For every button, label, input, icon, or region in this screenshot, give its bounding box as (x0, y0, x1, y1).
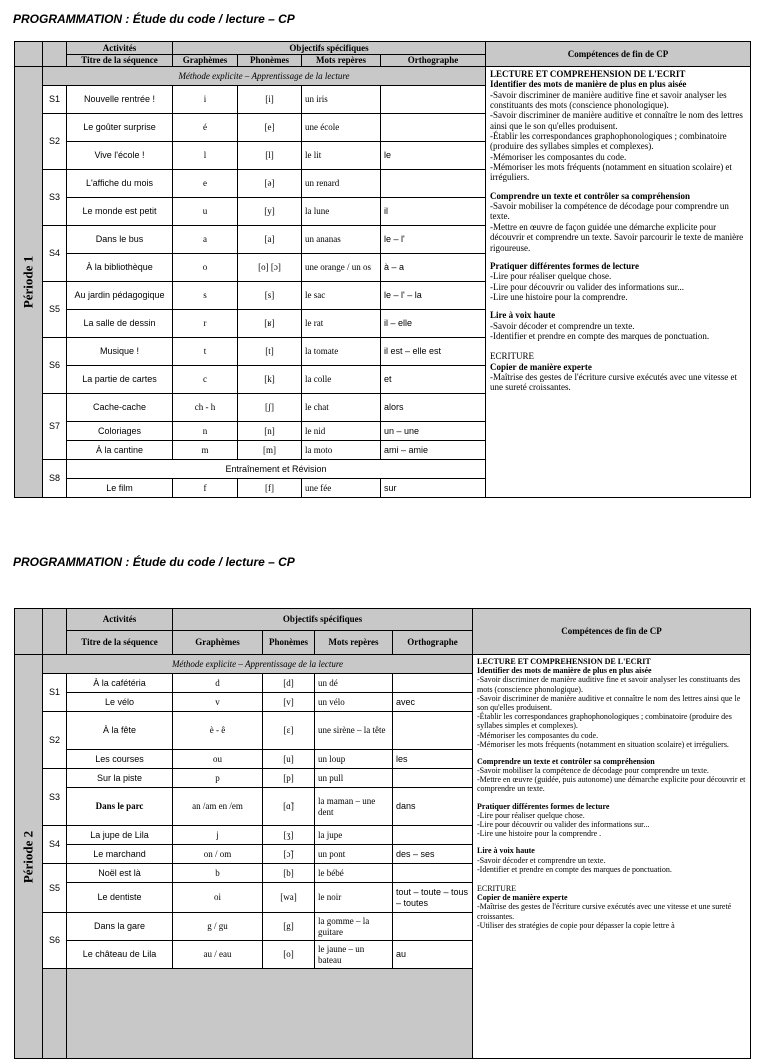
comp-item: -Lire pour découvrir ou valider des informations sur... (490, 281, 684, 292)
header-mots-reperes: Mots repères (302, 55, 381, 67)
grapheme: r (173, 310, 238, 338)
sequence-title: Le monde est petit (67, 198, 173, 226)
orthographe (393, 913, 473, 941)
sequence-title: À la fête (67, 712, 173, 750)
mot-repere: un pull (315, 769, 393, 788)
orthographe: les (393, 750, 473, 769)
orthographe (393, 864, 473, 883)
session-label: S8 (43, 460, 67, 498)
header-phonemes: Phonèmes (238, 55, 302, 67)
page-title-2: PROGRAMMATION : Étude du code / lecture – CP (13, 555, 295, 569)
session-label: S6 (43, 913, 67, 969)
orthographe: et (381, 366, 486, 394)
comp-subheading: Identifier des mots de manière de plus en plus aisée (490, 79, 687, 90)
mot-repere: un ananas (302, 226, 381, 254)
sequence-title: Cache-cache (67, 394, 173, 422)
grapheme: a (173, 226, 238, 254)
orthographe (381, 170, 486, 198)
header-orthographe: Orthographe (393, 631, 473, 655)
session-label: S5 (43, 282, 67, 338)
grapheme: b (173, 864, 263, 883)
session-label: S4 (43, 226, 67, 282)
header-blank (15, 609, 43, 655)
mot-repere: un renard (302, 170, 381, 198)
comp-item: -Établir les correspondances graphophonologiques ; combinatoire (produire des syllabes simples et complexes). (477, 712, 732, 731)
periode-label-cell (15, 67, 43, 498)
sequence-title: Le goûter surprise (67, 114, 173, 142)
comp-heading: Pratiquer différentes formes de lecture (490, 260, 639, 271)
header-objectifs: Objectifs spécifiques (173, 609, 473, 631)
header-competences: Compétences de fin de CP (473, 609, 751, 655)
mot-repere: une sirène – la tête (315, 712, 393, 750)
empty-cell (43, 969, 67, 1059)
phoneme: [ɛ] (263, 712, 315, 750)
comp-item: -Savoir décoder et comprendre un texte. (490, 320, 635, 331)
sequence-title: Le vélo (67, 693, 173, 712)
grapheme: c (173, 366, 238, 394)
orthographe: un – une (381, 422, 486, 441)
mot-repere: le nid (302, 422, 381, 441)
phoneme: [b] (263, 864, 315, 883)
orthographe (393, 826, 473, 845)
header-phonemes: Phonèmes (263, 631, 315, 655)
phoneme: [ɑ̃] (263, 788, 315, 826)
comp-subheading: Copier de manière experte (490, 361, 592, 372)
mot-repere: un iris (302, 86, 381, 114)
sequence-title: Le marchand (67, 845, 173, 864)
comp-item: -Maîtrise des gestes de l'écriture cursive exécutés avec une vitesse et une sureté croissantes. (490, 371, 738, 393)
orthographe: il est – elle est (381, 338, 486, 366)
orthographe: avec (393, 693, 473, 712)
phoneme: [f] (238, 479, 302, 498)
comp-heading: ECRITURE (490, 351, 534, 362)
mot-repere: la gomme – la guitare (315, 913, 393, 941)
orthographe: le (381, 142, 486, 170)
comp-item: -Lire pour découvrir ou valider des informations sur... (477, 820, 650, 829)
periode-label-cell (15, 655, 43, 1059)
banner-methode: Méthode explicite – Apprentissage de la lecture (43, 655, 473, 674)
sequence-title: La salle de dessin (67, 310, 173, 338)
grapheme: e (173, 170, 238, 198)
mot-repere: le noir (315, 883, 393, 913)
sequence-title: Sur la piste (67, 769, 173, 788)
orthographe: le – l' (381, 226, 486, 254)
comp-item: -Maîtrise des gestes de l'écriture cursive exécutés avec une vitesse et une sureté croissantes. (477, 902, 732, 921)
orthographe: il (381, 198, 486, 226)
header-objectifs: Objectifs spécifiques (173, 42, 486, 55)
session-label: S2 (43, 712, 67, 769)
orthographe (381, 86, 486, 114)
mot-repere: le chat (302, 394, 381, 422)
comp-item: -Savoir discriminer de manière auditive et connaître le nom des lettres ainsi que le son qu'elles produisent. (490, 110, 743, 131)
sequence-title: Vive l'école ! (67, 142, 173, 170)
grapheme: d (173, 674, 263, 693)
sequence-title: Le film (67, 479, 173, 498)
mot-repere: le lit (302, 142, 381, 170)
header-graphemes: Graphèmes (173, 55, 238, 67)
header-titre-sequence: Titre de la séquence (67, 55, 173, 67)
comp-item: -Savoir décoder et comprendre un texte. (477, 855, 606, 865)
sequence-title: À la cafétéria (67, 674, 173, 693)
grapheme: m (173, 441, 238, 460)
comp-heading: Lire à voix haute (477, 846, 535, 856)
header-activites: Activités (67, 609, 173, 631)
comp-item: -Identifier et prendre en compte des marques de ponctuation. (490, 330, 710, 341)
sequence-title: Coloriages (67, 422, 173, 441)
sequence-title: Nouvelle rentrée ! (67, 86, 173, 114)
comp-heading: Lire à voix haute (490, 310, 556, 321)
orthographe: des – ses (393, 845, 473, 864)
sequence-title: La partie de cartes (67, 366, 173, 394)
competences-block (486, 67, 751, 498)
grapheme: f (173, 479, 238, 498)
phoneme: [y] (238, 198, 302, 226)
orthographe: au (393, 941, 473, 969)
competences-block (473, 655, 751, 1059)
sequence-title: La jupe de Lila (67, 826, 173, 845)
comp-heading: LECTURE ET COMPREHENSION DE L'ECRIT (477, 657, 651, 666)
phoneme: [l] (238, 142, 302, 170)
comp-item: -Lire pour réaliser quelque chose. (477, 810, 585, 820)
orthographe (381, 114, 486, 142)
sequence-title: Dans la gare (67, 913, 173, 941)
orthographe: ami – amie (381, 441, 486, 460)
header-blank (15, 42, 43, 67)
phoneme: [i] (238, 86, 302, 114)
phoneme: [ʃ] (238, 394, 302, 422)
comp-item: -Mémoriser les composantes du code. (477, 730, 599, 740)
header-blank (43, 609, 67, 655)
mot-repere: la jupe (315, 826, 393, 845)
session-label: S3 (43, 769, 67, 826)
grapheme: v (173, 693, 263, 712)
session-label: S5 (43, 864, 67, 913)
orthographe (393, 769, 473, 788)
header-activites: Activités (67, 42, 173, 55)
programme-table-periode-2 (14, 608, 751, 1059)
grapheme: n (173, 422, 238, 441)
sequence-title: Les courses (67, 750, 173, 769)
phoneme: [t] (238, 338, 302, 366)
orthographe: le – l' – la (381, 282, 486, 310)
grapheme: p (173, 769, 263, 788)
session-label: S1 (43, 674, 67, 712)
phoneme: [u] (263, 750, 315, 769)
phoneme: [s] (238, 282, 302, 310)
header-mots-reperes: Mots repères (315, 631, 393, 655)
orthographe (393, 674, 473, 693)
phoneme: [v] (263, 693, 315, 712)
orthographe: à – a (381, 254, 486, 282)
mot-repere: une orange / un os (302, 254, 381, 282)
phoneme: [g] (263, 913, 315, 941)
phoneme: [p] (263, 769, 315, 788)
grapheme: j (173, 826, 263, 845)
grapheme: au / eau (173, 941, 263, 969)
grapheme: ou (173, 750, 263, 769)
comp-heading: Comprendre un texte et contrôler sa compréhension (477, 756, 655, 766)
phoneme: [d] (263, 674, 315, 693)
phoneme: [o] [ɔ] (238, 254, 302, 282)
orthographe: il – elle (381, 310, 486, 338)
mot-repere: le jaune – un bateau (315, 941, 393, 969)
comp-item: -Identifier et prendre en compte des marques de ponctuation. (477, 864, 672, 874)
sequence-title: À la cantine (67, 441, 173, 460)
mot-repere: le sac (302, 282, 381, 310)
comp-item: -Savoir discriminer de manière auditive et connaître le nom des lettres ainsi que le son qu'elles produisent. (477, 693, 741, 712)
session-label: S2 (43, 114, 67, 170)
sequence-title: Dans le bus (67, 226, 173, 254)
orthographe: sur (381, 479, 486, 498)
grapheme: g / gu (173, 913, 263, 941)
comp-subheading: Copier de manière experte (477, 893, 568, 903)
phoneme: [ɔ̃] (263, 845, 315, 864)
mot-repere: un vélo (315, 693, 393, 712)
mot-repere: le bébé (315, 864, 393, 883)
grapheme: o (173, 254, 238, 282)
comp-item: -Savoir mobiliser la compétence de décodage pour comprendre un texte. (477, 766, 709, 776)
comp-item: -Mémoriser les composantes du code. (490, 151, 627, 162)
grapheme: s (173, 282, 238, 310)
grapheme: oi (173, 883, 263, 913)
banner-methode: Méthode explicite – Apprentissage de la lecture (43, 67, 486, 86)
grapheme: é (173, 114, 238, 142)
header-titre-sequence: Titre de la séquence (67, 631, 173, 655)
empty-cell (67, 969, 473, 1059)
comp-item: -Lire une histoire pour la comprendre . (477, 829, 602, 839)
mot-repere: le rat (302, 310, 381, 338)
grapheme: ch - h (173, 394, 238, 422)
grapheme: t (173, 338, 238, 366)
session-label: S7 (43, 394, 67, 460)
grapheme: l (173, 142, 238, 170)
programme-table-periode-1 (14, 41, 751, 498)
session-label: S3 (43, 170, 67, 226)
phoneme: [e] (238, 114, 302, 142)
phoneme: [wa] (263, 883, 315, 913)
comp-item: -Savoir discriminer de manière auditive fine et savoir analyser les constituants des mots (conscience phonologique). (490, 89, 727, 111)
revision-row: Entraînement et Révision (67, 460, 486, 479)
phoneme: [o] (263, 941, 315, 969)
comp-item: -Mémoriser les mots fréquents (notamment en situation scolaire) et irréguliers. (490, 162, 732, 183)
comp-item: -Utiliser des stratégies de copie pour dépasser la copie lettre à (477, 920, 675, 930)
sequence-title: À la bibliothèque (67, 254, 173, 282)
mot-repere: une fée (302, 479, 381, 498)
sequence-title: Au jardin pédagogique (67, 282, 173, 310)
sequence-title: Dans le parc (67, 788, 173, 826)
grapheme: è - ê (173, 712, 263, 750)
phoneme: [ə] (238, 170, 302, 198)
comp-item: -Savoir mobiliser la compétence de décodage pour comprendre un texte. (490, 201, 729, 222)
comp-subheading: Identifier des mots de manière de plus en plus aisée (477, 666, 652, 676)
comp-item: -Mémoriser les mots fréquents (notamment en situation scolaire) et irréguliers. (477, 739, 729, 749)
sequence-title: Le dentiste (67, 883, 173, 913)
page-title-1: PROGRAMMATION : Étude du code / lecture – CP (13, 12, 295, 26)
sequence-title: Noël est là (67, 864, 173, 883)
grapheme: u (173, 198, 238, 226)
periode-label: Période 2 (20, 830, 36, 883)
phoneme: [a] (238, 226, 302, 254)
orthographe: alors (381, 394, 486, 422)
comp-item: -Mettre en œuvre de façon guidée une démarche explicite pour découvrir et comprendre un texte. Savoir parcourir le texte de manière rigoureuse. (490, 221, 744, 253)
header-competences: Compétences de fin de CP (486, 42, 751, 67)
sequence-title: L'affiche du mois (67, 170, 173, 198)
session-label: S4 (43, 826, 67, 864)
header-blank (43, 42, 67, 67)
phoneme: [ʁ] (238, 310, 302, 338)
mot-repere: un pont (315, 845, 393, 864)
comp-item: -Lire une histoire pour la comprendre. (490, 291, 628, 302)
comp-heading: Comprendre un texte et contrôler sa compréhension (490, 190, 690, 201)
grapheme: i (173, 86, 238, 114)
header-orthographe: Orthographe (381, 55, 486, 67)
mot-repere: un dé (315, 674, 393, 693)
phoneme: [m] (238, 441, 302, 460)
grapheme: an /am en /em (173, 788, 263, 826)
comp-item: -Lire pour réaliser quelque chose. (490, 271, 612, 282)
comp-heading: ECRITURE (477, 883, 517, 893)
sequence-title: Musique ! (67, 338, 173, 366)
sequence-title: Le château de Lila (67, 941, 173, 969)
phoneme: [ʒ] (263, 826, 315, 845)
phoneme: [k] (238, 366, 302, 394)
mot-repere: une école (302, 114, 381, 142)
comp-item: -Mettre en œuvre (guidée, puis autonome) une démarche explicite pour découvrir et comprendre un texte. (477, 775, 746, 794)
periode-label: Période 1 (20, 255, 36, 309)
mot-repere: un loup (315, 750, 393, 769)
orthographe: tout – toute – tous – toutes (393, 883, 473, 913)
orthographe: dans (393, 788, 473, 826)
session-label: S6 (43, 338, 67, 394)
mot-repere: la tomate (302, 338, 381, 366)
mot-repere: la colle (302, 366, 381, 394)
mot-repere: la maman – une dent (315, 788, 393, 826)
comp-heading: LECTURE ET COMPREHENSION DE L'ECRIT (490, 69, 686, 79)
mot-repere: la moto (302, 441, 381, 460)
grapheme: on / om (173, 845, 263, 864)
orthographe (393, 712, 473, 750)
phoneme: [n] (238, 422, 302, 441)
session-label: S1 (43, 86, 67, 114)
mot-repere: la lune (302, 198, 381, 226)
header-graphemes: Graphèmes (173, 631, 263, 655)
comp-item: -Savoir discriminer de manière auditive fine et savoir analyser les constituants des mots (conscience phonologique). (477, 675, 741, 694)
comp-item: -Établir les correspondances graphophonologiques ; combinatoire (produire des syllabes simples et complexes). (490, 131, 727, 152)
comp-heading: Pratiquer différentes formes de lecture (477, 801, 610, 811)
